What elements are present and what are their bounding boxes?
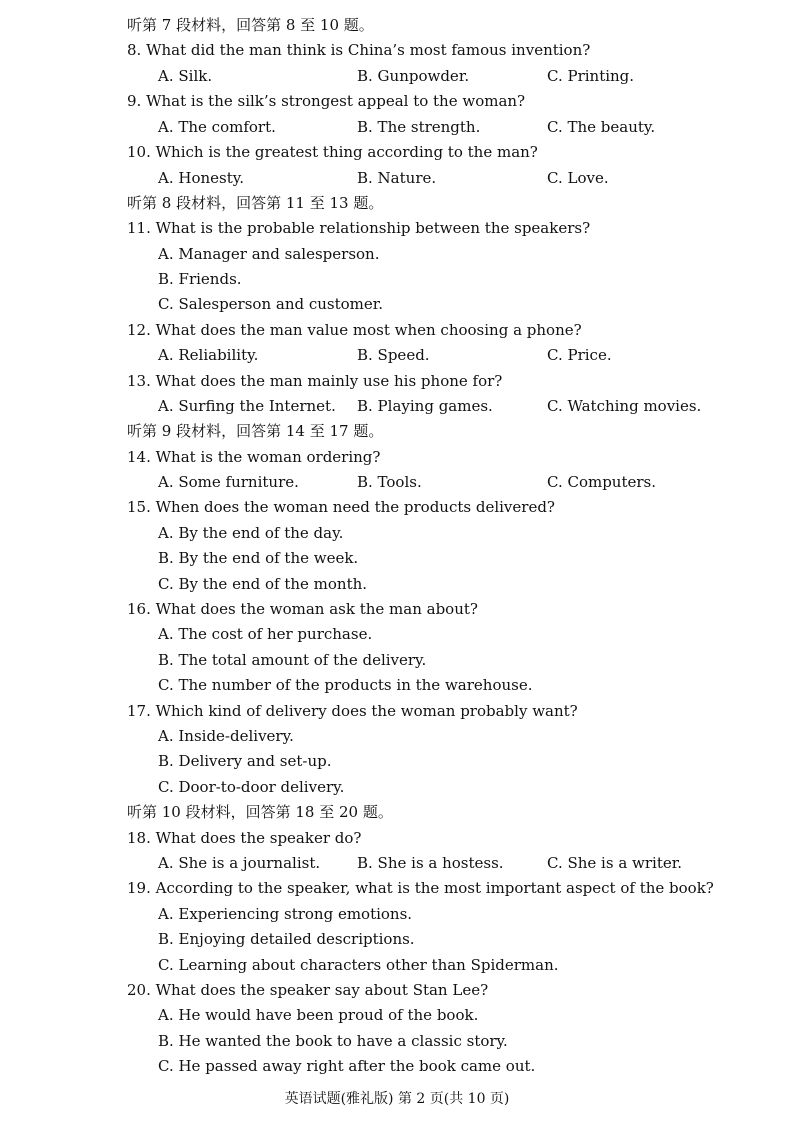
question-11: 11. What is the probable relationship between the speakers? [127, 219, 591, 237]
question-19: 19. According to the speaker, what is the most important aspect of the book? [127, 879, 714, 897]
q20-option-b: B. He wanted the book to have a classic story. [158, 1032, 508, 1050]
page-footer: 英语试题(雅礼版) 第 2 页(共 10 页) [284, 1091, 510, 1107]
question-13: 13. What does the man mainly use his phone for? [127, 372, 503, 390]
q13-option-c: C. Watching movies. [547, 397, 702, 415]
q19-option-b: B. Enjoying detailed descriptions. [158, 930, 415, 948]
q12-option-b: B. Speed. [357, 346, 430, 364]
q12-option-c: C. Price. [547, 346, 612, 364]
question-14: 14. What is the woman ordering? [127, 448, 381, 466]
q20-option-c: C. He passed away right after the book came out. [158, 1057, 536, 1075]
question-9: 9. What is the silk’s strongest appeal to the woman? [127, 92, 526, 110]
q10-option-c: C. Love. [547, 169, 609, 187]
q10-option-b: B. Nature. [357, 169, 437, 187]
q17-option-c: C. Door-to-door delivery. [158, 778, 345, 796]
q17-option-b: B. Delivery and set-up. [158, 752, 332, 770]
q8-option-c: C. Printing. [547, 67, 635, 85]
q15-option-b: B. By the end of the week. [158, 549, 359, 567]
q20-option-a: A. He would have been proud of the book. [158, 1006, 479, 1024]
q13-option-a: A. Surfing the Internet. [158, 397, 336, 415]
q13-option-b: B. Playing games. [357, 397, 493, 415]
question-18: 18. What does the speaker do? [127, 829, 362, 847]
q14-option-b: B. Tools. [357, 473, 422, 491]
question-10: 10. Which is the greatest thing according to the man? [127, 143, 538, 161]
q17-option-a: A. Inside-delivery. [158, 727, 294, 745]
q9-option-c: C. The beauty. [547, 118, 656, 136]
q19-option-c: C. Learning about characters other than Spiderman. [158, 956, 559, 974]
question-8: 8. What did the man think is China’s most famous invention? [127, 41, 591, 59]
q15-option-a: A. By the end of the day. [158, 524, 344, 542]
question-17: 17. Which kind of delivery does the woman probably want? [127, 702, 578, 720]
q11-option-c: C. Salesperson and customer. [158, 295, 384, 313]
section-heading-10: 听第 10 段材料，回答第 18 至 20 题。 [127, 803, 393, 821]
section-heading-9: 听第 9 段材料，回答第 14 至 17 题。 [127, 422, 384, 440]
question-12: 12. What does the man value most when choosing a phone? [127, 321, 582, 339]
q18-option-a: A. She is a journalist. [158, 854, 321, 872]
question-16: 16. What does the woman ask the man about? [127, 600, 478, 618]
q16-option-c: C. The number of the products in the warehouse. [158, 676, 533, 694]
q8-option-a: A. Silk. [158, 67, 213, 85]
q14-option-a: A. Some furniture. [158, 473, 299, 491]
q14-option-c: C. Computers. [547, 473, 657, 491]
q9-option-b: B. The strength. [357, 118, 481, 136]
q15-option-c: C. By the end of the month. [158, 575, 368, 593]
section-heading-8: 听第 8 段材料，回答第 11 至 13 题。 [127, 194, 384, 212]
q10-option-a: A. Honesty. [158, 169, 244, 187]
section-heading-7: 听第 7 段材料，回答第 8 至 10 题。 [127, 16, 374, 34]
q16-option-a: A. The cost of her purchase. [158, 625, 373, 643]
q9-option-a: A. The comfort. [158, 118, 276, 136]
q19-option-a: A. Experiencing strong emotions. [158, 905, 413, 923]
q18-option-b: B. She is a hostess. [357, 854, 504, 872]
q11-option-b: B. Friends. [158, 270, 242, 288]
question-20: 20. What does the speaker say about Stan Lee? [127, 981, 489, 999]
q11-option-a: A. Manager and salesperson. [158, 245, 380, 263]
q18-option-c: C. She is a writer. [547, 854, 683, 872]
q8-option-b: B. Gunpowder. [357, 67, 470, 85]
question-15: 15. When does the woman need the products delivered? [127, 498, 555, 516]
q12-option-a: A. Reliability. [158, 346, 259, 364]
q16-option-b: B. The total amount of the delivery. [158, 651, 427, 669]
